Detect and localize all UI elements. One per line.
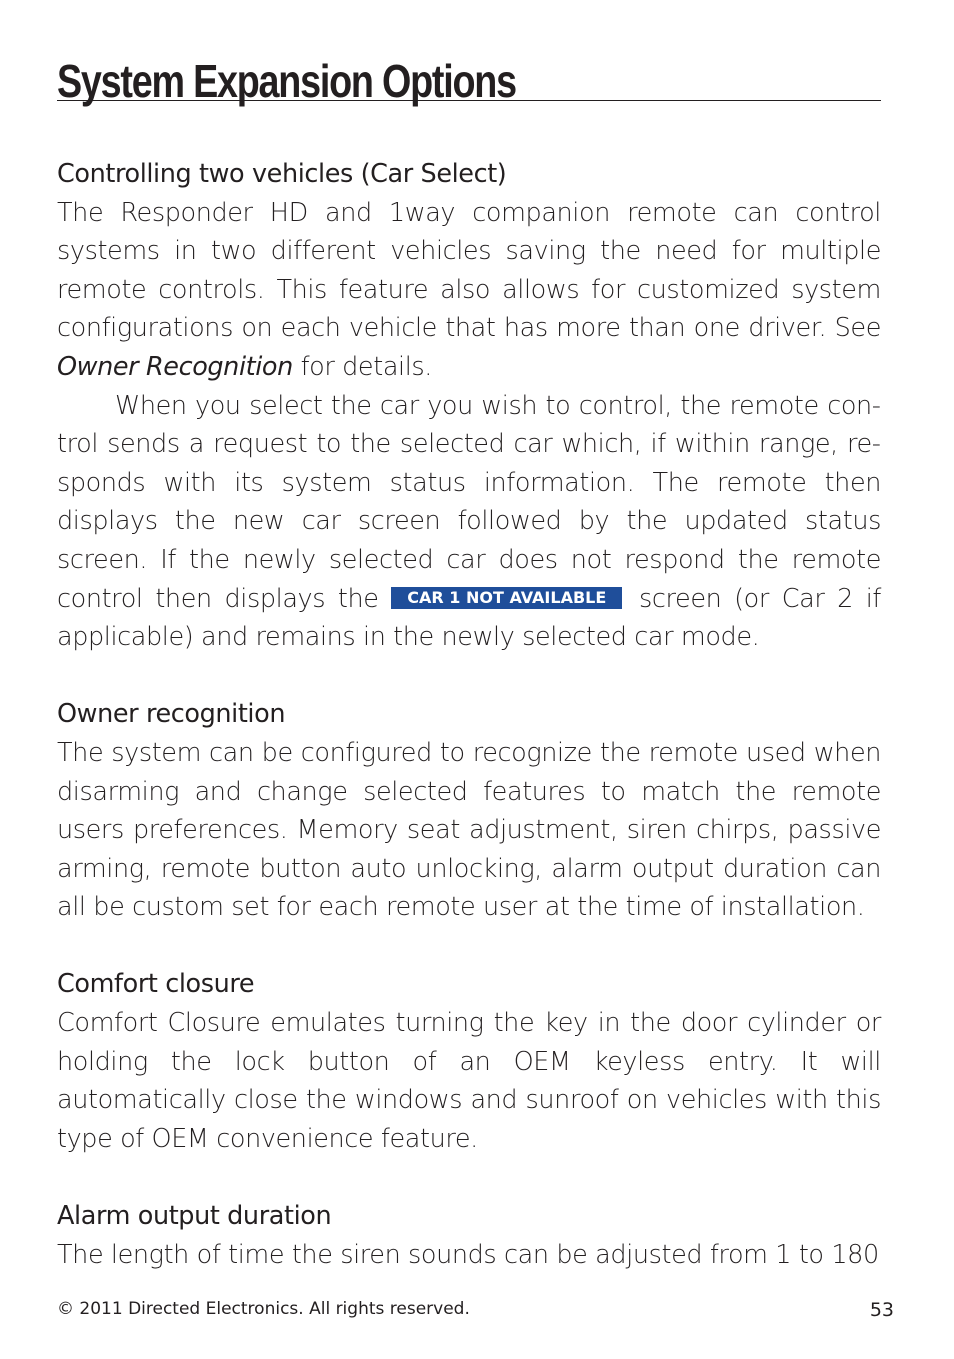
page-title: System Expansion Options [57, 55, 516, 107]
section-spacer [57, 1158, 881, 1197]
car-select-text-2: When you select the car you wish to control, the remote control sends a request to the selected car which, if within range, responds with its system status information. The remote then displays the new car screen followed by the updated status screen. If the newly selected car does not respond the remote control then displays the [57, 390, 881, 614]
car-select-paragraph-2 [57, 387, 881, 657]
section-spacer [57, 657, 881, 696]
car-not-available-badge: CAR 1 NOT AVAILABLE [391, 587, 622, 609]
comfort-closure-paragraph: Comfort Closure emulates turning the key in the door cylinder or holding the lock button of an OEM keyless entry. It will automatically close the windows and sunroof on vehicles with this type of OEM convenience feature. [57, 1008, 881, 1154]
page-number: 53 [869, 1299, 894, 1321]
car-select-text: The Responder HD and 1way companion remote can control systems in two different vehicles saving the need for multiple remote controls. This feature also allows for customized system configurations on each vehicle that has more than one driver. See [57, 197, 881, 344]
section-heading-car-select: Controlling two vehicles (Car Select) [57, 159, 507, 189]
owner-recognition-reference: Owner Recognition [57, 351, 293, 382]
car-select-text-end: for details. [292, 351, 433, 382]
page-content [57, 155, 881, 1274]
car-select-paragraph-1 [57, 194, 881, 387]
section-heading-comfort-closure: Comfort closure [57, 969, 255, 1000]
owner-recognition-paragraph: The system can be configured to recognize the remote used when disarming and change selected features to match the remote users preferences. Memory seat adjustment, siren chirps, passive arming, remote button auto unlocking, alarm output duration can all be custom set for each remote user at the time of installation. [57, 737, 881, 923]
section-heading-owner-recognition: Owner recognition [57, 699, 286, 730]
section-spacer [57, 927, 881, 966]
alarm-output-duration-paragraph: The length of time the siren sounds can be adjusted from 1 to 180 [57, 1239, 879, 1270]
copyright-footer: © 2011 Directed Electronics. All rights reserved. [57, 1299, 470, 1319]
car-select-text-2-end: screen (or Car 2 if applicable) and remains in the newly selected car mode. [57, 583, 881, 653]
section-heading-alarm-output-duration: Alarm output duration [57, 1201, 332, 1232]
title-underline [57, 100, 881, 101]
